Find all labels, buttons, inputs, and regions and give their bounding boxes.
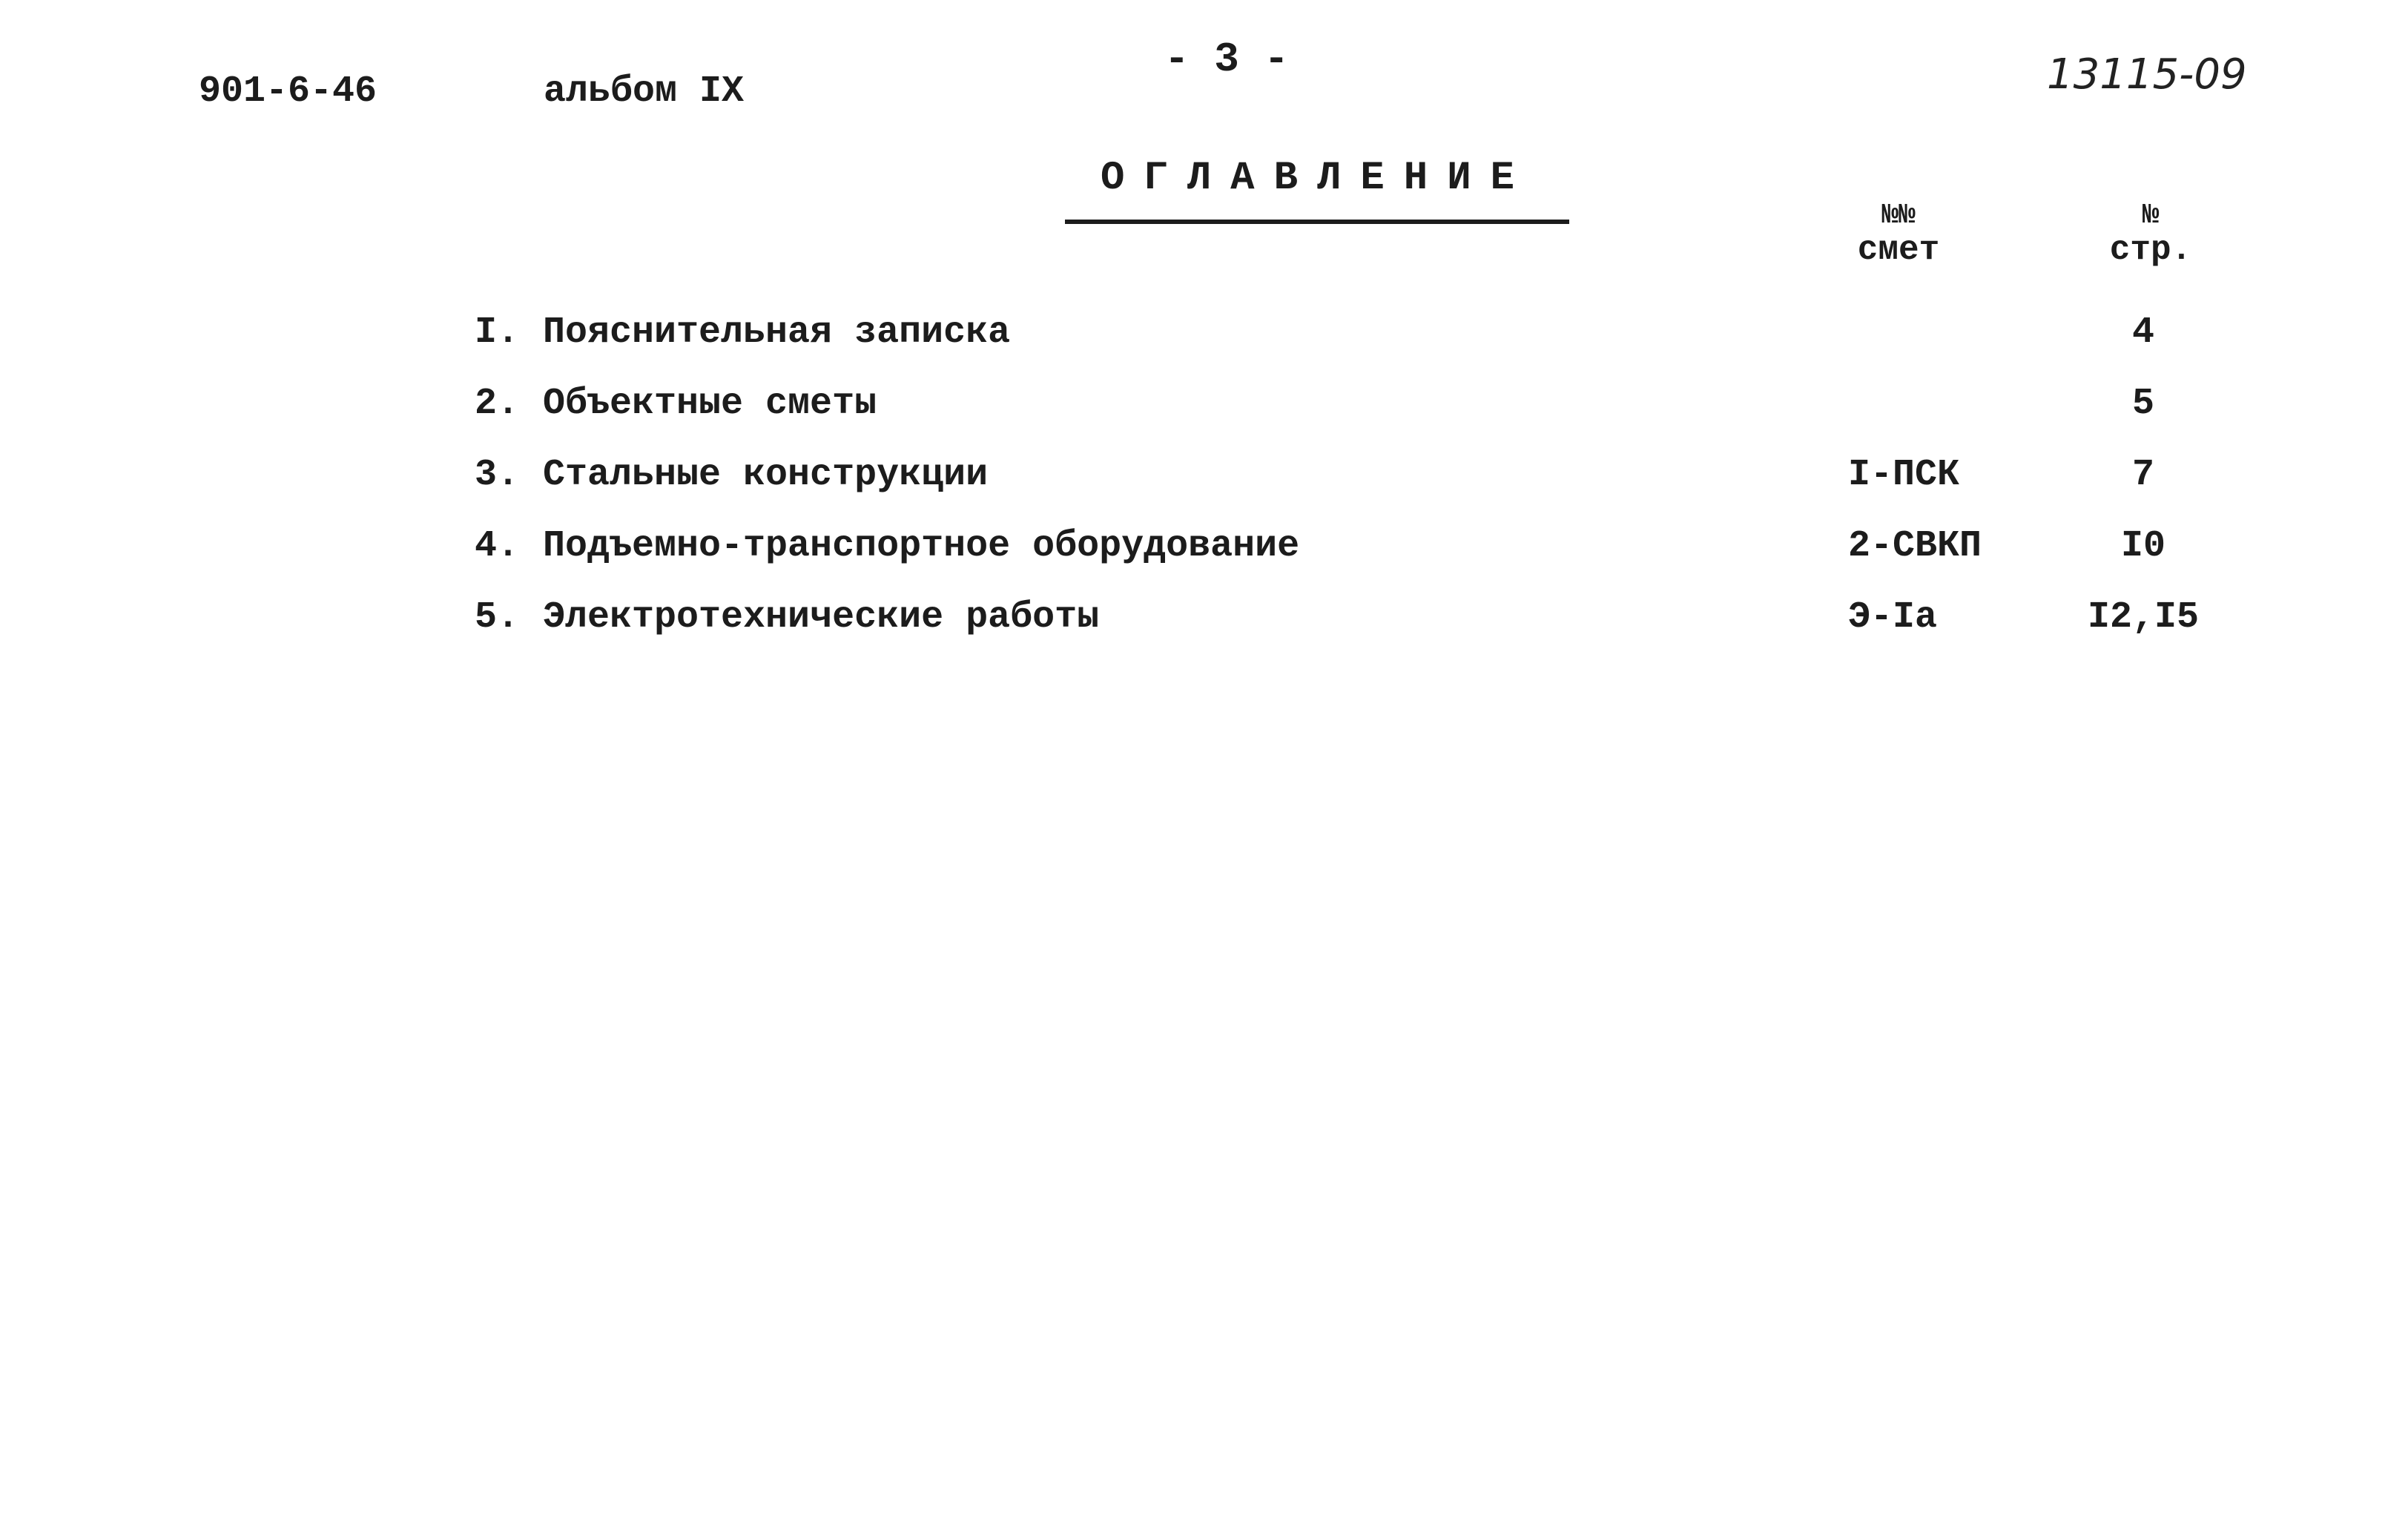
toc-item — [475, 454, 2254, 525]
toc-item-estimate: I-ПСК — [1848, 454, 1960, 496]
title-underline — [1065, 220, 1569, 224]
column-header-estimates-label: смет — [1857, 230, 1940, 269]
toc-item-page: 7 — [2131, 454, 2154, 496]
toc-item-text: Стальные конструкции — [543, 454, 989, 496]
toc-list — [475, 311, 2254, 667]
toc-item-text: Электротехнические работы — [543, 596, 1100, 639]
toc-item-number: 2. — [475, 383, 520, 425]
toc-item-page: 5 — [2131, 383, 2154, 425]
column-header-pages-label: стр. — [2109, 230, 2192, 269]
album-label: альбом IX — [544, 70, 745, 113]
toc-item — [475, 311, 2254, 383]
toc-item-page: I2,I5 — [2087, 596, 2200, 639]
number-sign: № — [2142, 200, 2160, 231]
toc-item-number: I. — [475, 311, 520, 354]
toc-item-estimate: Э-Iа — [1848, 596, 1938, 639]
toc-item-text: Объектные сметы — [543, 383, 877, 425]
toc-item — [475, 596, 2254, 667]
toc-item-number: 4. — [475, 525, 520, 567]
toc-item — [475, 383, 2254, 454]
toc-item-text: Подъемно-транспортное оборудование — [543, 525, 1300, 567]
toc-item-text: Пояснительная записка — [543, 311, 1011, 354]
inventory-number: 13115-09 — [2047, 50, 2247, 99]
toc-item — [475, 525, 2254, 596]
number-sign: №№ — [1881, 200, 1916, 231]
toc-item-page: I0 — [2120, 525, 2165, 567]
toc-item-number: 5. — [475, 596, 520, 639]
toc-title: ОГЛАВЛЕНИЕ — [1100, 156, 1534, 201]
toc-item-estimate: 2-СВКП — [1848, 525, 1982, 567]
column-header-pages — [2099, 200, 2203, 268]
page-number: - 3 - — [1164, 36, 1290, 83]
document-code: 901-6-46 — [199, 70, 377, 113]
toc-item-page: 4 — [2131, 311, 2154, 354]
column-header-estimates — [1847, 200, 1950, 268]
toc-item-number: 3. — [475, 454, 520, 496]
